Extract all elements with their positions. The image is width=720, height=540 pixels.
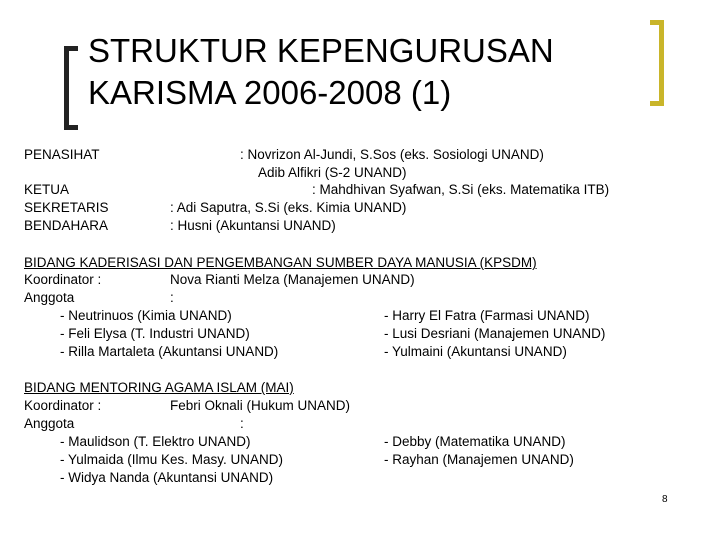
kpsdm-anggota-label: Anggota [24, 290, 75, 305]
kpsdm-member-left: - Neutrinuos (Kimia UNAND) [60, 308, 232, 323]
mai-member-right: - Rayhan (Manajemen UNAND) [384, 452, 574, 467]
kpsdm-koordinator-label: Koordinator : [24, 272, 102, 287]
title-bracket-left [64, 46, 78, 130]
kpsdm-member-right: - Harry El Fatra (Farmasi UNAND) [384, 308, 590, 323]
kpsdm-koordinator-value: Nova Rianti Melza (Manajemen UNAND) [170, 272, 415, 287]
kpsdm-member-right: - Lusi Desriani (Manajemen UNAND) [384, 326, 606, 341]
title-bracket-right [650, 20, 664, 106]
kpsdm-anggota-colon: : [170, 290, 174, 305]
kpsdm-heading: BIDANG KADERISASI DAN PENGEMBANGAN SUMBER DAYA MANUSIA (KPSDM) [24, 255, 537, 270]
kpsdm-member-left: - Rilla Martaleta (Akuntansi UNAND) [60, 344, 279, 359]
mai-member-left: - Yulmaida (Ilmu Kes. Masy. UNAND) [60, 452, 284, 467]
ketua-value: : Mahdhivan Syafwan, S.Si (eks. Matematika ITB) [312, 182, 610, 197]
kpsdm-member-right: - Yulmaini (Akuntansi UNAND) [384, 344, 567, 359]
page-title [88, 30, 554, 114]
penasihat-label: PENASIHAT [24, 147, 100, 162]
title-line-2: KARISMA 2006-2008 (1) [88, 74, 452, 111]
sekretaris-value: : Adi Saputra, S.Si (eks. Kimia UNAND) [170, 200, 407, 215]
bendahara-value: : Husni (Akuntansi UNAND) [170, 218, 336, 233]
page-number: 8 [662, 494, 668, 505]
kpsdm-member-left: - Feli Elysa (T. Industri UNAND) [60, 326, 250, 341]
mai-member-left: - Widya Nanda (Akuntansi UNAND) [60, 470, 274, 485]
ketua-label: KETUA [24, 182, 70, 197]
mai-heading: BIDANG MENTORING AGAMA ISLAM (MAI) [24, 380, 294, 395]
mai-koordinator-value: Febri Oknali (Hukum UNAND) [170, 398, 351, 413]
mai-koordinator-label: Koordinator : [24, 398, 102, 413]
penasihat-value-2: Adib Alfikri (S-2 UNAND) [258, 165, 407, 180]
mai-member-left: - Maulidson (T. Elektro UNAND) [60, 434, 251, 449]
mai-anggota-label: Anggota [24, 416, 75, 431]
mai-anggota-colon: : [240, 416, 244, 431]
mai-member-right: - Debby (Matematika UNAND) [384, 434, 566, 449]
penasihat-value: : Novrizon Al-Jundi, S.Sos (eks. Sosiologi UNAND) [240, 147, 544, 162]
title-line-1: STRUKTUR KEPENGURUSAN [88, 32, 554, 69]
bendahara-label: BENDAHARA [24, 218, 109, 233]
sekretaris-label: SEKRETARIS [24, 200, 109, 215]
